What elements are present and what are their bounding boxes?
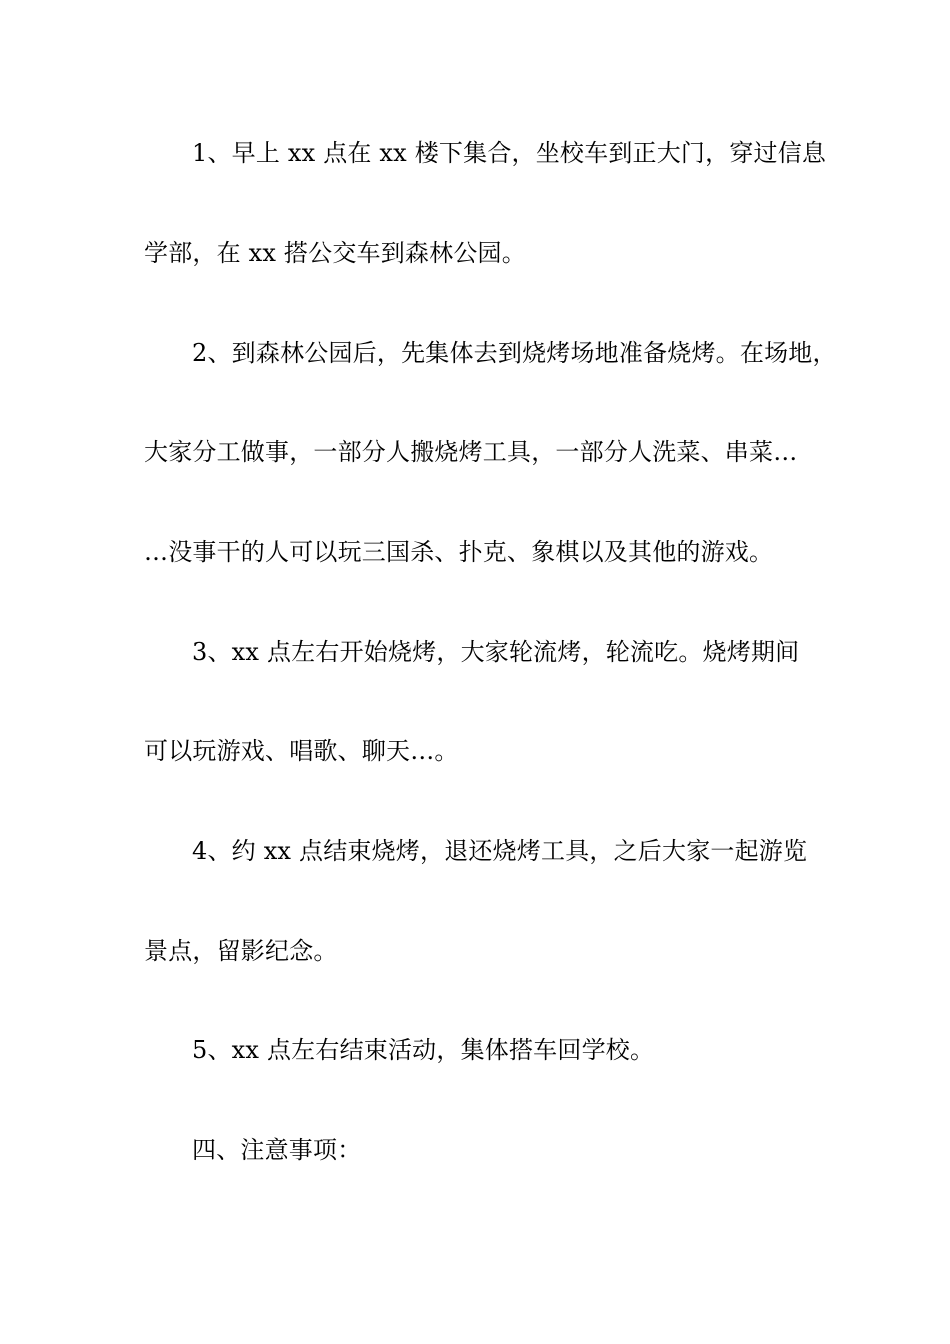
paragraph-2-line-2: 大家分工做事，一部分人搬烧烤工具，一部分人洗菜、串菜… bbox=[144, 438, 798, 466]
paragraph-2-line-3: …没事干的人可以玩三国杀、扑克、象棋以及其他的游戏。 bbox=[144, 538, 774, 566]
paragraph-1-line-1: 1、早上 xx 点在 xx 楼下集合，坐校车到正大门，穿过信息 bbox=[192, 139, 827, 167]
section-heading: 四、注意事项： bbox=[192, 1136, 362, 1164]
paragraph-2-line-1: 2、到森林公园后，先集体去到烧烤场地准备烧烤。在场地， bbox=[192, 339, 837, 367]
paragraph-1-line-2: 学部，在 xx 搭公交车到森林公园。 bbox=[144, 239, 526, 267]
paragraph-4-line-1: 4、约 xx 点结束烧烤，退还烧烤工具，之后大家一起游览 bbox=[192, 837, 808, 865]
paragraph-5-line-1: 5、xx 点左右结束活动，集体搭车回学校。 bbox=[192, 1036, 655, 1064]
paragraph-3-line-1: 3、xx 点左右开始烧烤，大家轮流烤，轮流吃。烧烤期间 bbox=[192, 638, 800, 666]
paragraph-4-line-2: 景点，留影纪念。 bbox=[144, 937, 338, 965]
paragraph-3-line-2: 可以玩游戏、唱歌、聊天…。 bbox=[144, 737, 459, 765]
